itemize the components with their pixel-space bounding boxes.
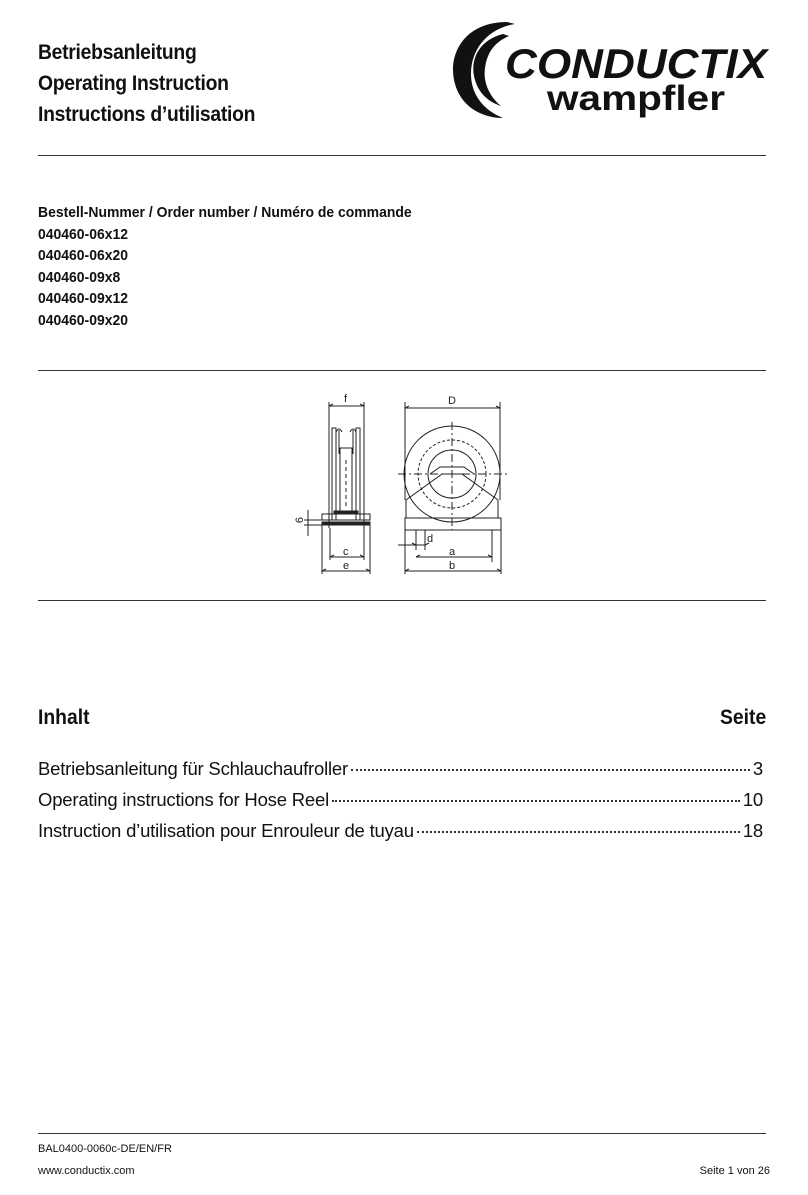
dim-label-D: D	[448, 395, 456, 407]
order-number-item: 040460-09x8	[38, 268, 121, 286]
logo-word-conductix: CONDUCTIX	[505, 40, 771, 87]
document-titles	[38, 37, 274, 130]
dim-label-a: a	[449, 546, 456, 558]
toc-entry-page: 3	[752, 758, 763, 779]
order-number-label: Bestell-Nummer / Order number / Numéro de commande	[38, 204, 412, 221]
hose-reel-dimension-drawing	[292, 390, 522, 580]
toc-leader-dots	[351, 769, 750, 771]
toc-entry-page: 10	[742, 789, 763, 810]
page-indicator: Seite 1 von 26	[699, 1165, 770, 1177]
toc-header	[38, 706, 766, 736]
toc-page-heading: Seite	[719, 706, 766, 729]
order-number-item: 040460-06x20	[38, 247, 128, 265]
toc-entry-title: Operating instructions for Hose Reel	[38, 789, 329, 810]
dim-label-d: d	[427, 533, 434, 545]
title-english: Operating Instruction	[38, 72, 229, 95]
conductix-wampfler-logo	[445, 14, 775, 124]
toc-entry-title: Betriebsanleitung für Schlauchaufroller	[38, 758, 348, 779]
title-french: Instructions d’utilisation	[38, 103, 256, 126]
dim-label-e: e	[343, 560, 350, 572]
toc-entry[interactable]	[38, 758, 763, 789]
order-number-item: 040460-09x12	[38, 290, 128, 308]
table-of-contents	[38, 758, 763, 851]
side-view	[304, 402, 370, 574]
dim-label-c: c	[343, 546, 349, 558]
divider-top	[38, 155, 766, 156]
toc-entry-title: Instruction d’utilisation pour Enrouleur de tuyau	[38, 820, 414, 841]
toc-entry[interactable]	[38, 820, 763, 851]
toc-leader-dots	[417, 831, 740, 833]
toc-entry[interactable]	[38, 789, 763, 820]
order-number-item: 040460-06x12	[38, 225, 128, 243]
toc-leader-dots	[332, 800, 740, 802]
dim-label-thickness: 6	[294, 516, 306, 524]
title-german: Betriebsanleitung	[38, 41, 197, 64]
toc-heading: Inhalt	[38, 706, 90, 729]
document-code: BAL0400-0060c-DE/EN/FR	[38, 1143, 172, 1155]
order-numbers-section	[38, 202, 440, 332]
divider-middle	[38, 370, 766, 371]
dim-label-f: f	[344, 393, 348, 405]
toc-entry-page: 18	[742, 820, 763, 841]
order-number-item: 040460-09x20	[38, 311, 128, 329]
divider-lower	[38, 600, 766, 601]
website-link[interactable]: www.conductix.com	[38, 1165, 135, 1177]
divider-footer	[38, 1133, 766, 1134]
dim-label-b: b	[449, 560, 456, 572]
logo-word-wampfler: wampfler	[545, 79, 726, 118]
